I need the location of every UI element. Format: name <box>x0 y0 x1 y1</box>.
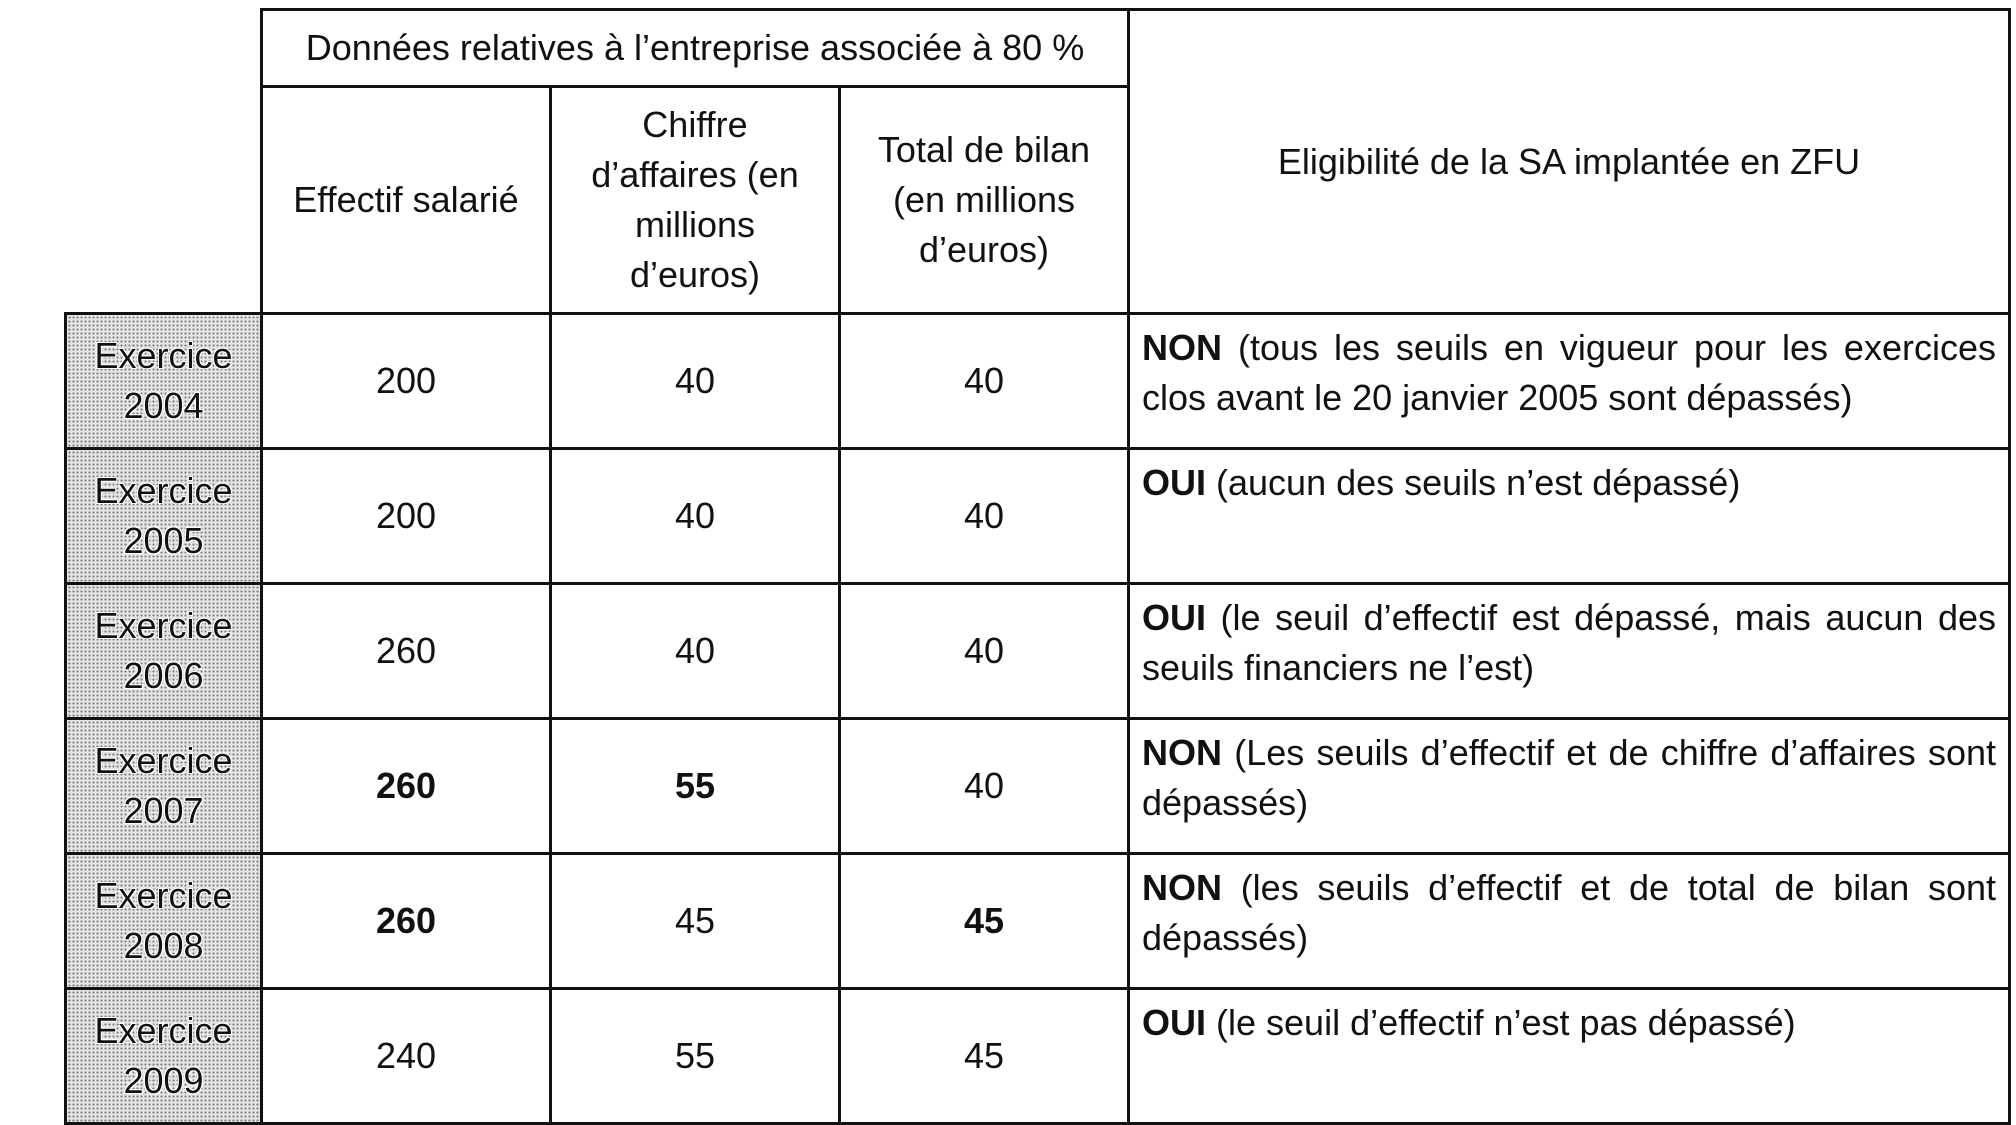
effectif-cell: 260 <box>262 854 551 989</box>
exercice-year: 2007 <box>123 790 204 831</box>
eligibility-table <box>64 8 2011 1125</box>
exercice-label: Exercice <box>94 875 233 916</box>
eligibility-cell <box>1129 449 2010 584</box>
effectif-cell: 200 <box>262 314 551 449</box>
exercice-label: Exercice <box>94 335 233 376</box>
exercice-label-cell <box>66 314 262 449</box>
bilan-cell: 40 <box>840 719 1129 854</box>
exercice-label-cell <box>66 449 262 584</box>
ca-header-line: d’affaires (en <box>591 154 799 195</box>
exercice-label-cell <box>66 854 262 989</box>
exercice-year: 2008 <box>123 925 204 966</box>
header-row-1 <box>66 10 2010 87</box>
exercice-year: 2004 <box>123 385 204 426</box>
bilan-header-line: Total de bilan <box>877 129 1091 170</box>
exercice-label-cell <box>66 584 262 719</box>
exercice-label-cell <box>66 989 262 1124</box>
exercice-label: Exercice <box>94 740 233 781</box>
exercice-year: 2006 <box>123 655 204 696</box>
eligibility-header-cell <box>1129 10 2010 314</box>
bilan-cell: 40 <box>840 449 1129 584</box>
explanation: (le seuil d’effectif est dépassé, mais aucun des seuils financiers ne l’est) <box>1142 597 1996 688</box>
verdict: OUI <box>1142 597 1207 638</box>
exercice-year: 2005 <box>123 520 204 561</box>
bilan-cell: 40 <box>840 314 1129 449</box>
eligibility-cell <box>1129 584 2010 719</box>
effectif-header-label: Effectif salarié <box>293 179 519 220</box>
exercice-label: Exercice <box>94 470 233 511</box>
ca-cell: 40 <box>551 314 840 449</box>
eligibility-header-label: Eligibilité de la SA implantée en ZFU <box>1277 140 1861 182</box>
bilan-header-line: (en millions <box>892 179 1076 220</box>
eligibility-cell <box>1129 989 2010 1124</box>
bilan-cell: 40 <box>840 584 1129 719</box>
verdict: NON <box>1142 867 1222 908</box>
explanation: (le seuil d’effectif n’est pas dépassé) <box>1206 1002 1796 1043</box>
bilan-header-line: d’euros) <box>918 229 1050 270</box>
effectif-cell: 260 <box>262 584 551 719</box>
ca-header-cell <box>551 87 840 314</box>
table-row <box>66 719 2010 854</box>
table-row <box>66 584 2010 719</box>
group-header-title: Données relatives à l’entreprise associée à 80 % <box>305 27 1085 68</box>
eligibility-cell <box>1129 854 2010 989</box>
ca-header-line: Chiffre <box>642 104 748 145</box>
verdict: OUI <box>1142 462 1207 503</box>
table-row <box>66 854 2010 989</box>
bilan-cell: 45 <box>840 989 1129 1124</box>
ca-cell: 40 <box>551 449 840 584</box>
effectif-cell: 260 <box>262 719 551 854</box>
verdict: OUI <box>1142 1002 1207 1043</box>
explanation: (les seuils d’effectif et de total de bilan sont dépassés) <box>1142 867 1996 958</box>
corner-blank-cell <box>66 10 262 314</box>
verdict: NON <box>1142 327 1222 368</box>
exercice-label-cell <box>66 719 262 854</box>
ca-cell: 45 <box>551 854 840 989</box>
table-row <box>66 449 2010 584</box>
effectif-cell: 240 <box>262 989 551 1124</box>
ca-cell: 40 <box>551 584 840 719</box>
explanation: (Les seuils d’effectif et de chiffre d’affaires sont dépassés) <box>1142 732 1996 823</box>
bilan-cell: 45 <box>840 854 1129 989</box>
ca-header-line: d’euros) <box>629 254 761 295</box>
eligibility-cell <box>1129 719 2010 854</box>
eligibility-cell <box>1129 314 2010 449</box>
bilan-header-cell <box>840 87 1129 314</box>
effectif-cell: 200 <box>262 449 551 584</box>
group-header-cell <box>262 10 1129 87</box>
ca-cell: 55 <box>551 719 840 854</box>
explanation: (tous les seuils en vigueur pour les exercices clos avant le 20 janvier 2005 sont dépassés) <box>1142 327 1996 418</box>
exercice-label: Exercice <box>94 1010 233 1051</box>
table-row <box>66 989 2010 1124</box>
ca-header-line: millions <box>634 204 756 245</box>
ca-cell: 55 <box>551 989 840 1124</box>
exercice-year: 2009 <box>123 1060 204 1101</box>
exercice-label: Exercice <box>94 605 233 646</box>
verdict: NON <box>1142 732 1222 773</box>
explanation: (aucun des seuils n’est dépassé) <box>1206 462 1741 503</box>
table-row <box>66 314 2010 449</box>
effectif-header-cell <box>262 87 551 314</box>
